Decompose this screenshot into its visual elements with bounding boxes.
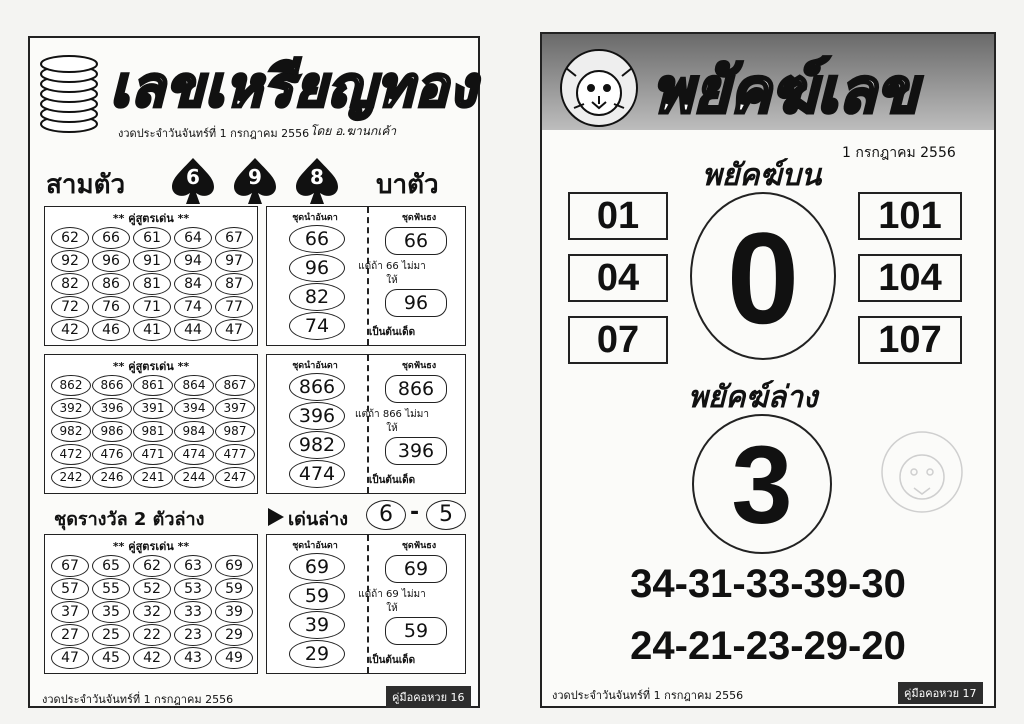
left-draw-date: งวดประจำวันจันทร์ที่ 1 กรกฎาคม 2556: [118, 127, 310, 140]
formula-grid-panel: [44, 354, 258, 494]
left-page-number: คู่มือคอหวย 16: [386, 686, 471, 708]
grid-number: 397: [215, 398, 255, 419]
pick-note: แต่ถ้า 866 ไม่มา: [355, 409, 429, 420]
lead-set-number: 74: [289, 312, 345, 340]
pick-bottom-number: 59: [385, 617, 447, 645]
pick-footer: เป็นต้นเด็ด: [368, 327, 416, 338]
grid-number: 35: [92, 601, 130, 623]
grid-number: 72: [51, 296, 89, 318]
grid-number: 987: [215, 421, 255, 442]
grid-number: 62: [133, 555, 171, 577]
grid-number: 471: [133, 444, 173, 465]
lead-set-number: 866: [289, 373, 345, 401]
coin-stack-icon: [36, 46, 102, 136]
grid-number: 92: [51, 250, 89, 272]
grid-number: 37: [51, 601, 89, 623]
grid-number: 246: [92, 467, 132, 488]
pick-note-2: ให้: [386, 275, 398, 286]
lead-set-number: 96: [289, 254, 345, 282]
grid-number: 53: [174, 578, 212, 600]
grid-number: 71: [133, 296, 171, 318]
grid-number: 67: [215, 227, 253, 249]
lead-set-number: 982: [289, 431, 345, 459]
three-digit: 8: [310, 165, 324, 189]
grid-number: 27: [51, 624, 89, 646]
grid-number: 392: [51, 398, 91, 419]
grid-number: 47: [215, 319, 253, 341]
grid-number: 97: [215, 250, 253, 272]
grid-number: 861: [133, 375, 173, 396]
three-digit: 9: [248, 165, 262, 189]
grid-number: 472: [51, 444, 91, 465]
grid-header: ** คู่สูตรเด่น **: [112, 360, 190, 373]
left-title-block: [30, 38, 480, 138]
grid-header: ** คู่สูตรเด่น **: [112, 212, 190, 225]
two-digit-label: ชุดรางวัล 2 ตัวล่าง: [54, 509, 205, 530]
grid-number: 63: [174, 555, 212, 577]
grid-number: 244: [174, 467, 214, 488]
left-footer-date: งวดประจำวันจันทร์ที่ 1 กรกฎาคม 2556: [42, 693, 234, 706]
right-banner: [542, 34, 994, 130]
grid-number: 57: [51, 578, 89, 600]
three-digit-row: [30, 156, 480, 206]
grid-number: 62: [51, 227, 89, 249]
lead-set-number: 474: [289, 460, 345, 488]
spade-digit-2: [232, 156, 278, 206]
pick-note-2: ให้: [386, 423, 398, 434]
grid-number: 241: [133, 467, 173, 488]
lead-set-number: 66: [289, 225, 345, 253]
formula-grid-panel: [44, 206, 258, 346]
col1-header: ชุดนำอันดา: [292, 213, 338, 223]
lead-digit-a: 6: [366, 500, 406, 530]
grid-number: 76: [92, 296, 130, 318]
right-number-box: 104: [858, 254, 962, 302]
pick-note: แต่ถ้า 69 ไม่มา: [358, 589, 426, 600]
grid-number: 33: [174, 601, 212, 623]
three-digit: 6: [186, 165, 200, 189]
lower-label: พยัคฆ์ล่าง: [688, 380, 818, 415]
upper-digit-circle: 0: [690, 192, 836, 360]
grid-number: 394: [174, 398, 214, 419]
grid-number: 477: [215, 444, 255, 465]
left-number-box: 01: [568, 192, 668, 240]
grid-number: 981: [133, 421, 173, 442]
grid-number: 866: [92, 375, 132, 396]
grid-number: 77: [215, 296, 253, 318]
grid-number: 47: [51, 647, 89, 669]
sequence-1: 34-31-33-39-30: [630, 562, 906, 606]
lead-set-number: 39: [289, 611, 345, 639]
triangle-right-icon: [268, 508, 284, 526]
lion-watermark-icon: [872, 422, 972, 522]
grid-number: 66: [92, 227, 130, 249]
right-page: [540, 32, 996, 708]
formula-grid-panel: [44, 534, 258, 674]
grid-number: 81: [133, 273, 171, 295]
right-number-box: 101: [858, 192, 962, 240]
pick-panel: [266, 534, 466, 674]
grid-number: 42: [51, 319, 89, 341]
grid-header: ** คู่สูตรเด่น **: [112, 540, 190, 553]
grid-number: 82: [51, 273, 89, 295]
pick-note-2: ให้: [386, 603, 398, 614]
grid-number: 42: [133, 647, 171, 669]
col1-header: ชุดนำอันดา: [292, 541, 338, 551]
grid-number: 49: [215, 647, 253, 669]
left-number-box: 04: [568, 254, 668, 302]
right-title: พยัคฆ์เลข: [652, 54, 919, 127]
grid-number: 59: [215, 578, 253, 600]
pick-panel: [266, 206, 466, 346]
grid-number: 247: [215, 467, 255, 488]
right-page-number: คู่มือคอหวย 17: [898, 682, 983, 704]
grid-number: 41: [133, 319, 171, 341]
left-number-box: 07: [568, 316, 668, 364]
grid-number: 46: [92, 319, 130, 341]
upper-label: พยัคฆ์บน: [702, 158, 822, 193]
grid-number: 74: [174, 296, 212, 318]
grid-number: 39: [215, 601, 253, 623]
pick-footer: เป็นต้นเด็ด: [368, 475, 416, 486]
pick-panel: [266, 354, 466, 494]
pick-note: แต่ถ้า 66 ไม่มา: [358, 261, 426, 272]
grid-number: 32: [133, 601, 171, 623]
lead-set-number: 69: [289, 553, 345, 581]
grid-number: 864: [174, 375, 214, 396]
grid-number: 862: [51, 375, 91, 396]
col2-header: ชุดฟันธง: [401, 213, 437, 223]
col2-header: ชุดฟันธง: [401, 541, 437, 551]
grid-number: 22: [133, 624, 171, 646]
grid-number: 67: [51, 555, 89, 577]
grid-number: 25: [92, 624, 130, 646]
pick-bottom-number: 396: [385, 437, 447, 465]
lower-digit-circle: 3: [692, 414, 832, 554]
lead-digit-b: 5: [426, 500, 466, 530]
grid-number: 474: [174, 444, 214, 465]
grid-number: 23: [174, 624, 212, 646]
grid-number: 396: [92, 398, 132, 419]
grid-number: 476: [92, 444, 132, 465]
grid-number: 61: [133, 227, 171, 249]
left-author: โดย อ.ฆานกเค้า: [310, 124, 397, 138]
three-label: สามตัว: [46, 170, 126, 200]
left-title: เลขเหรียญทอง: [110, 54, 478, 120]
lead-set-number: 82: [289, 283, 345, 311]
pick-footer: เป็นต้นเด็ด: [368, 655, 416, 666]
lion-icon: [554, 38, 644, 138]
grid-number: 91: [133, 250, 171, 272]
grid-number: 242: [51, 467, 91, 488]
pick-bottom-number: 96: [385, 289, 447, 317]
spade-digit-1: [170, 156, 216, 206]
spade-digit-3: [294, 156, 340, 206]
grid-number: 984: [174, 421, 214, 442]
pick-top-number: 69: [385, 555, 447, 583]
lead-dash: -: [410, 500, 420, 525]
grid-number: 52: [133, 578, 171, 600]
grid-number: 94: [174, 250, 212, 272]
sequence-2: 24-21-23-29-20: [630, 624, 906, 668]
col1-header: ชุดนำอันดา: [292, 361, 338, 371]
grid-number: 55: [92, 578, 130, 600]
back-label: บาตัว: [376, 170, 439, 200]
grid-number: 391: [133, 398, 173, 419]
grid-number: 96: [92, 250, 130, 272]
grid-number: 982: [51, 421, 91, 442]
grid-number: 44: [174, 319, 212, 341]
grid-number: 87: [215, 273, 253, 295]
grid-number: 29: [215, 624, 253, 646]
grid-number: 45: [92, 647, 130, 669]
grid-number: 69: [215, 555, 253, 577]
lead-set-number: 29: [289, 640, 345, 668]
left-page: [28, 36, 480, 708]
grid-number: 86: [92, 273, 130, 295]
right-date: 1 กรกฎาคม 2556: [842, 145, 956, 161]
lead-label: เด่นล่าง: [288, 509, 349, 530]
pick-top-number: 66: [385, 227, 447, 255]
lead-set-number: 59: [289, 582, 345, 610]
grid-number: 65: [92, 555, 130, 577]
grid-number: 64: [174, 227, 212, 249]
pick-top-number: 866: [385, 375, 447, 403]
grid-number: 867: [215, 375, 255, 396]
col2-header: ชุดฟันธง: [401, 361, 437, 371]
lead-set-number: 396: [289, 402, 345, 430]
right-number-box: 107: [858, 316, 962, 364]
grid-number: 43: [174, 647, 212, 669]
grid-number: 84: [174, 273, 212, 295]
grid-number: 986: [92, 421, 132, 442]
right-footer-date: งวดประจำวันจันทร์ที่ 1 กรกฎาคม 2556: [552, 689, 744, 702]
